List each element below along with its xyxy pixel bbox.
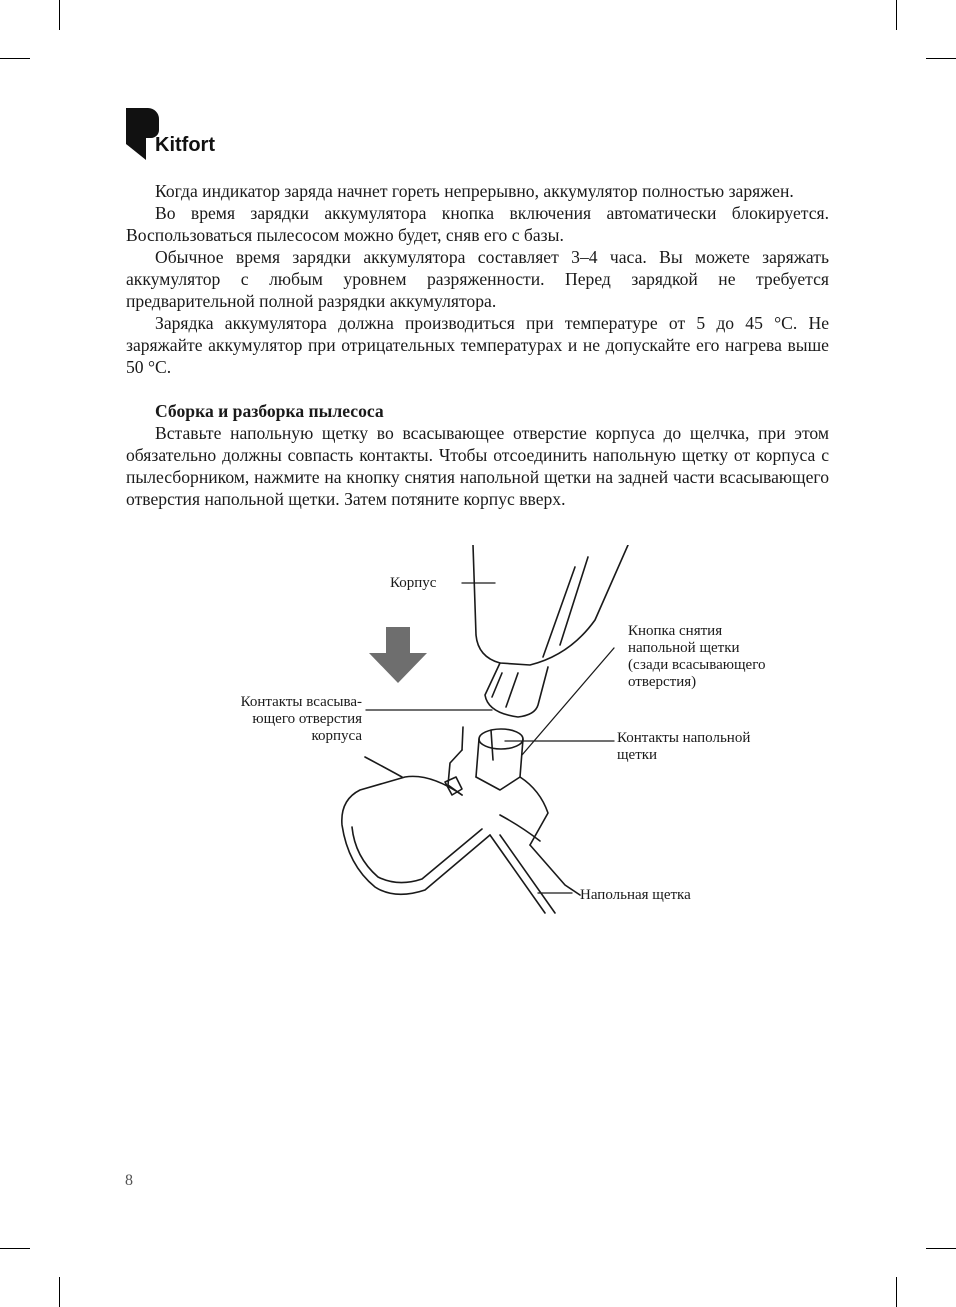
crop-mark bbox=[896, 0, 897, 30]
crop-mark bbox=[0, 58, 30, 59]
body-text bbox=[126, 180, 829, 510]
label-line: напольной щетки bbox=[628, 640, 740, 656]
label-line: щетки bbox=[617, 747, 658, 763]
label-line: Контакты всасыва- bbox=[240, 694, 362, 710]
crop-mark bbox=[59, 0, 60, 30]
section-paragraph: Вставьте напольную щетку во всасывающее отверстие корпуса до щелчка, при этом обязательно должны совпасть контакты. Чтобы отсоединить напольную щетку от корпуса с пылесборником, нажмите на кнопку снятия напольной щетки на задней части всасывающего отверстия напольной щетки. Затем потяните корпус вверх. bbox=[126, 423, 829, 509]
label-floor-brush: Напольная щетка bbox=[580, 887, 691, 903]
label-brush-contacts bbox=[617, 730, 750, 764]
paragraph: Обычное время зарядки аккумулятора составляет 3–4 часа. Вы можете заряжать аккумулятор с любым уровнем разряженности. Перед зарядкой не требуется предварительной полной разрядки аккумулятора. bbox=[126, 247, 829, 311]
paragraph: Во время зарядки аккумулятора кнопка включения автоматически блокируется. Воспользоваться пылесосом можно будет, сняв его с базы. bbox=[126, 203, 829, 245]
label-line: ющего отверстия bbox=[252, 711, 362, 727]
label-body: Корпус bbox=[390, 575, 437, 591]
crop-mark bbox=[926, 58, 956, 59]
page-number: 8 bbox=[125, 1172, 133, 1189]
label-line: отверстия) bbox=[628, 674, 697, 690]
paragraph: Когда индикатор заряда начнет гореть непрерывно, аккумулятор полностью заряжен. bbox=[155, 181, 794, 201]
crop-mark bbox=[59, 1277, 60, 1307]
assembly-diagram bbox=[200, 545, 800, 920]
crop-mark bbox=[926, 1248, 956, 1249]
paragraph: Зарядка аккумулятора должна производиться при температуре от 5 до 45 °С. Не заряжайте аккумулятор при отрицательных температурах и не допускайте его нагрева выше 50 °С. bbox=[126, 313, 829, 377]
label-inlet-contacts bbox=[220, 694, 362, 745]
label-line: (сзади всасывающего bbox=[628, 657, 766, 673]
label-line: Кнопка снятия bbox=[628, 623, 723, 639]
crop-mark bbox=[0, 1248, 30, 1249]
label-line: Контакты напольной bbox=[617, 730, 751, 746]
section-heading: Сборка и разборка пылесоса bbox=[155, 401, 384, 421]
crop-mark bbox=[896, 1277, 897, 1307]
label-release-button bbox=[628, 623, 765, 691]
label-line: корпуса bbox=[311, 728, 362, 744]
brand-name: Kitfort bbox=[155, 134, 215, 156]
